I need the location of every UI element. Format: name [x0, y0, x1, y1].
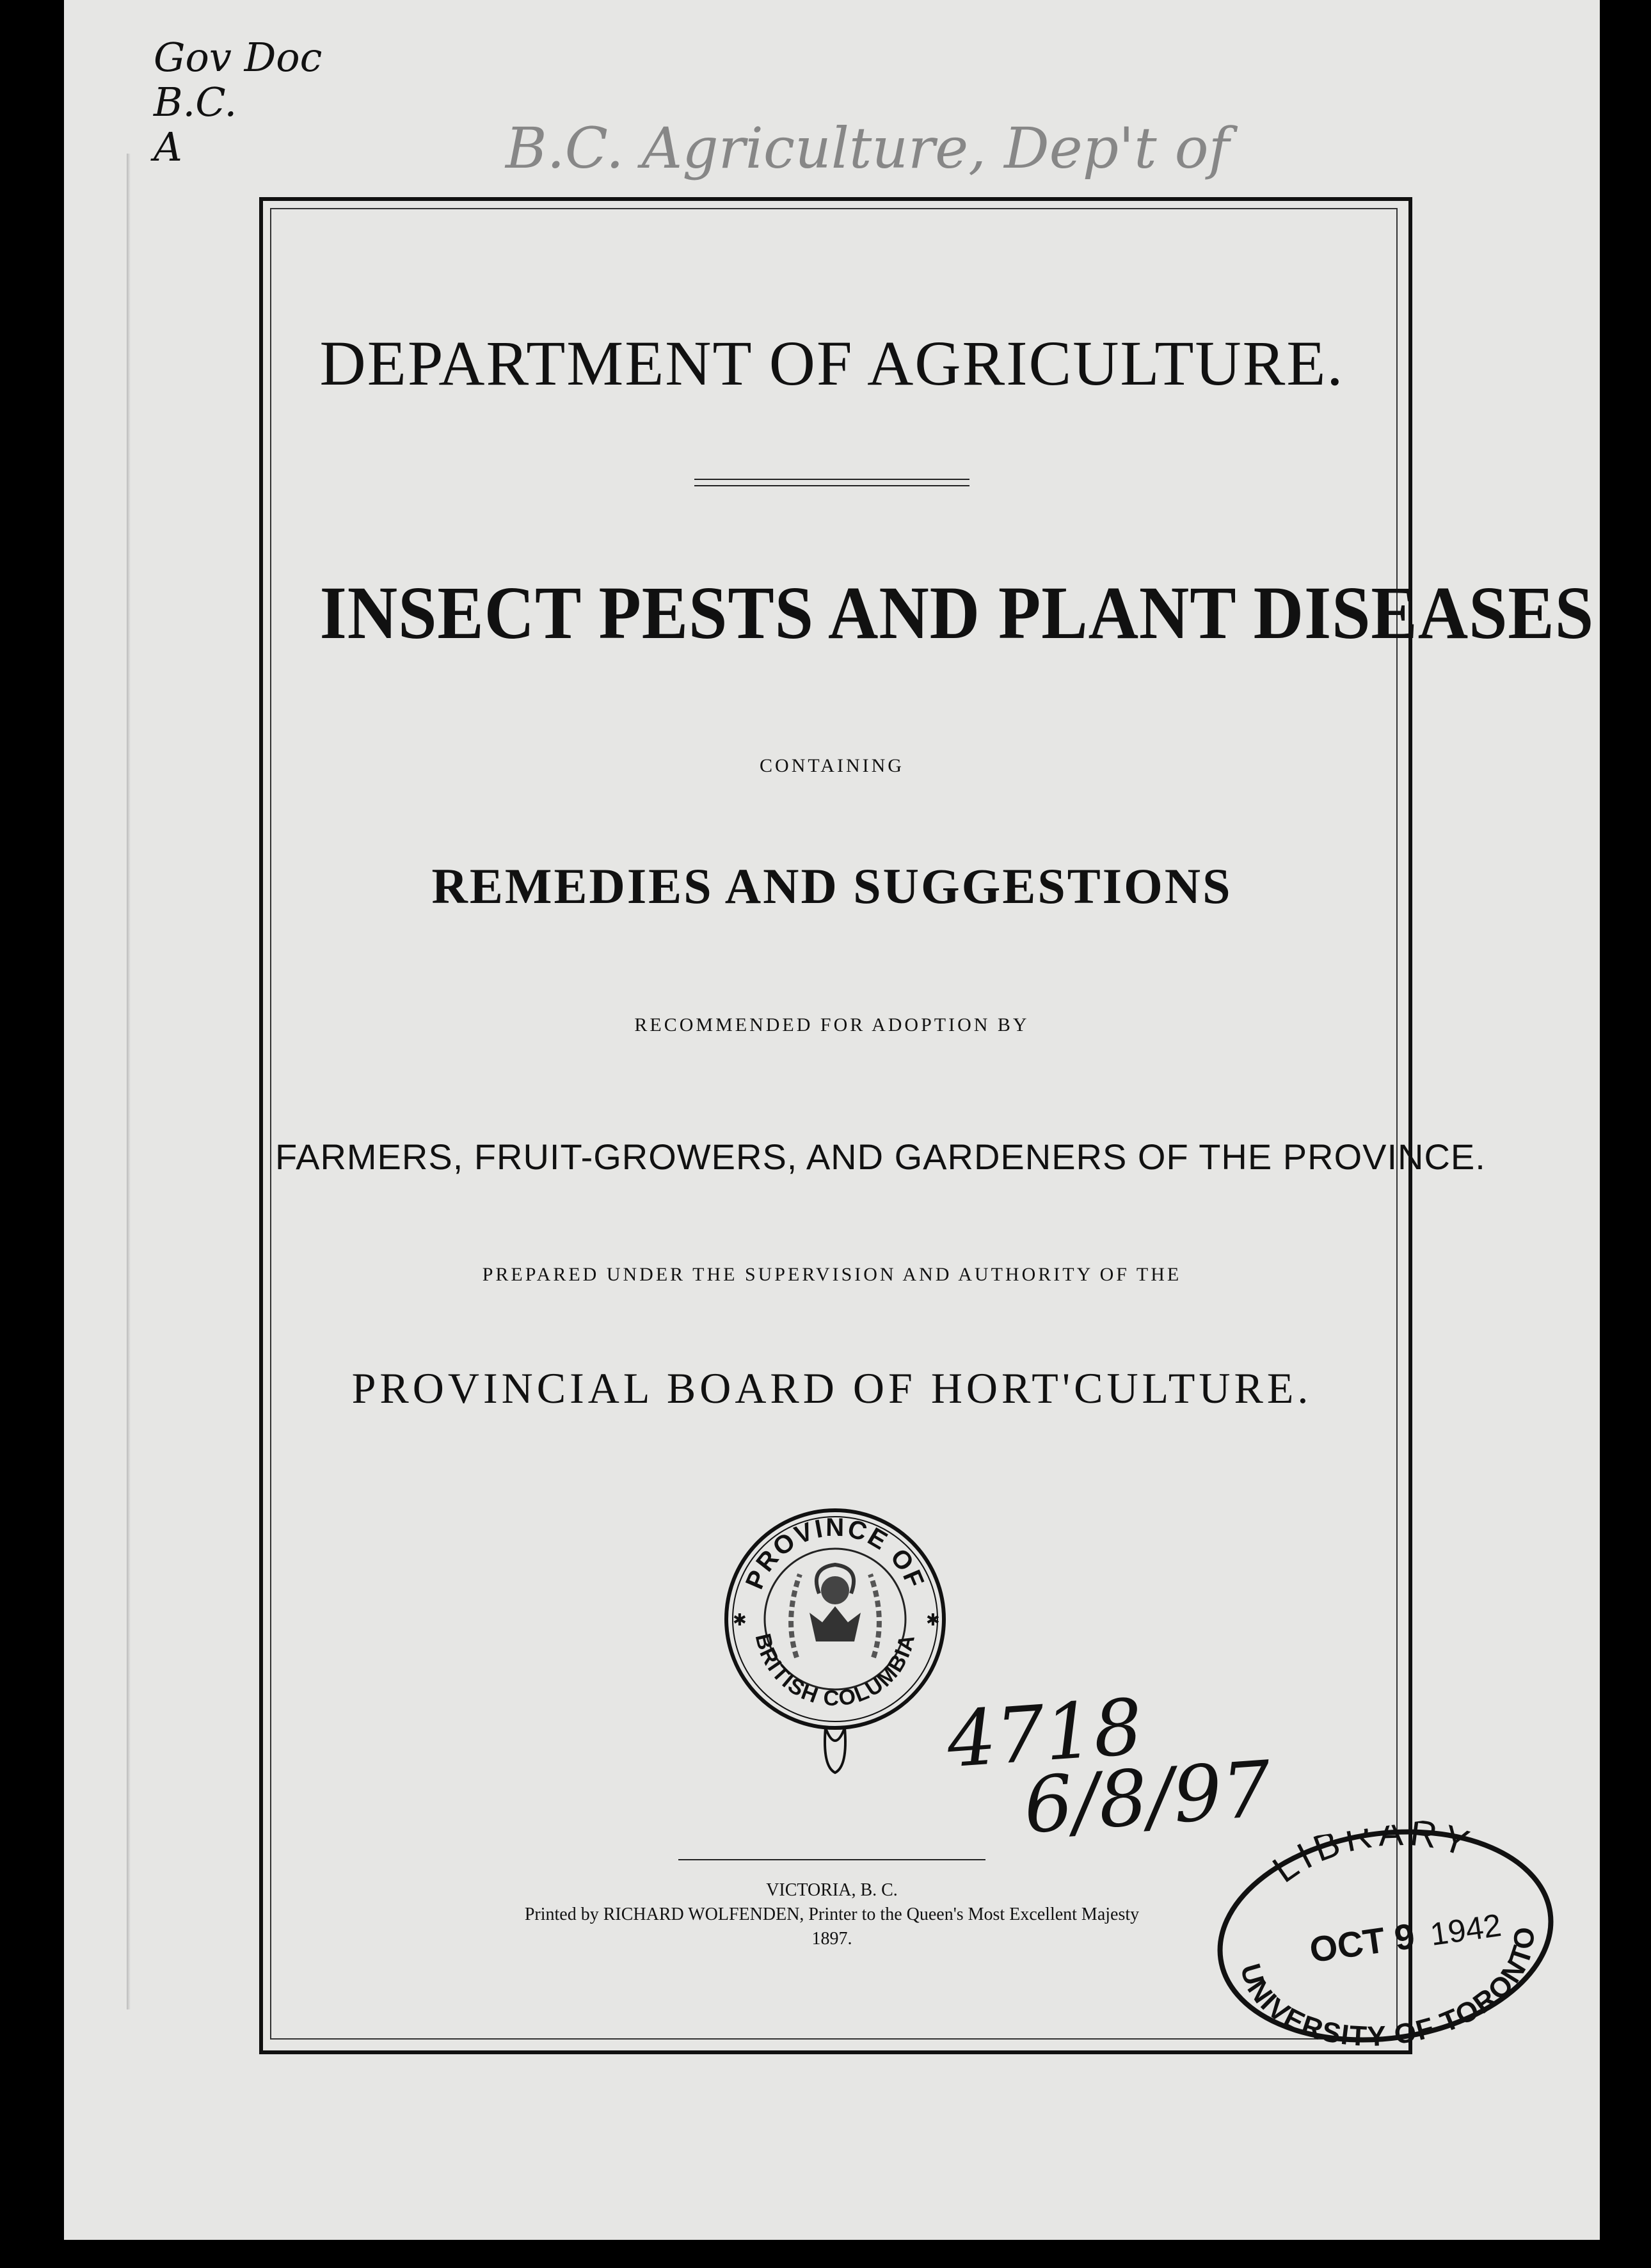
lion-crown-icon: [791, 1565, 879, 1657]
handwritten-top-note: B.C. Agriculture, Dep't of: [506, 115, 1230, 181]
recommended-text: RECOMMENDED FOR ADOPTION BY: [634, 1014, 1030, 1035]
handwritten-accession-number: 4718: [944, 1682, 1145, 1785]
divider-rule: [678, 1859, 985, 1860]
stamp-date: OCT 9: [1307, 1915, 1417, 1970]
handwritten-accession-date: 6/8/97: [1021, 1745, 1274, 1851]
catalog-line-3: A: [154, 124, 182, 170]
catalog-line-1: Gov Doc: [154, 34, 323, 81]
divider-rule: [694, 479, 969, 480]
star-icon: ✱: [733, 1611, 747, 1629]
catalog-line-2: B.C.: [154, 79, 237, 125]
divider-rule: [694, 485, 969, 486]
svg-text:BRITISH COLUMBIA: [751, 1631, 920, 1711]
stamp-year: 1942: [1428, 1906, 1504, 1953]
board-name: PROVINCIAL BOARD OF HORT'CULTURE.: [351, 1364, 1312, 1412]
imprint-place: VICTORIA, B. C.: [766, 1880, 898, 1900]
page-fold-line: [127, 154, 131, 2009]
imprint-year: 1897.: [811, 1929, 852, 1949]
department-heading: DEPARTMENT OF AGRICULTURE.: [319, 328, 1344, 399]
seal-bottom-text: BRITISH COLUMBIA: [750, 1631, 920, 1711]
handwritten-catalog-note: [154, 35, 322, 170]
subtitle: REMEDIES AND SUGGESTIONS: [431, 858, 1232, 914]
star-icon: ✱: [926, 1611, 940, 1629]
seal-ornament-icon: [825, 1728, 845, 1773]
document-title: INSECT PESTS AND PLANT DISEASES: [319, 571, 1595, 655]
stamp-top-text: LIBRARY: [1265, 1811, 1479, 1891]
seal-top-text: PROVINCE OF: [740, 1513, 930, 1593]
audience-text: FARMERS, FRUIT-GROWERS, AND GARDENERS OF THE PROVINCE.: [275, 1137, 1486, 1177]
containing-text: CONTAINING: [760, 755, 904, 776]
stamp-bottom-text: UNIVERSITY OF TORONTO: [1234, 1926, 1540, 2053]
imprint-printer: Printed by RICHARD WOLFENDEN, Printer to the Queen's Most Excellent Majesty: [524, 1905, 1140, 1924]
british-columbia-seal: [720, 1497, 950, 1785]
prepared-text: PREPARED UNDER THE SUPERVISION AND AUTHORITY OF THE: [482, 1264, 1182, 1285]
